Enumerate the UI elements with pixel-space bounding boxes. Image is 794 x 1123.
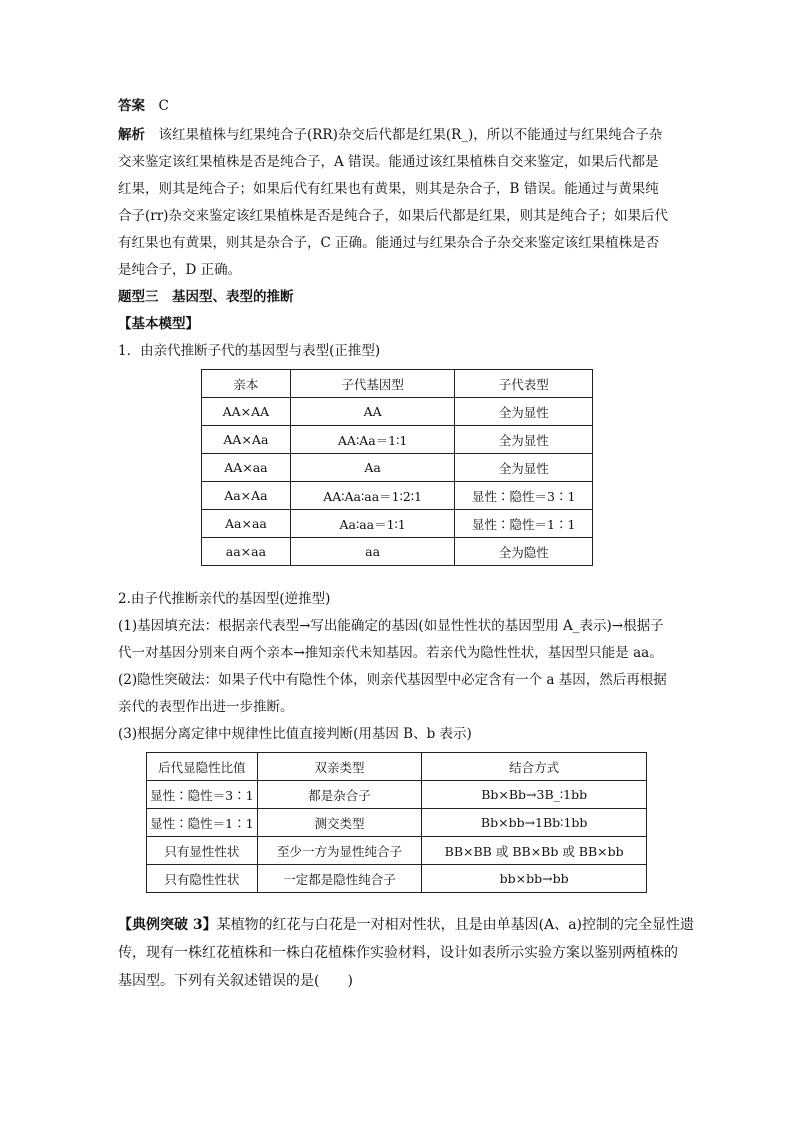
- table-cell: Aa: [290, 454, 455, 482]
- table-header: 后代显隐性比值: [147, 753, 258, 781]
- table-cell: 都是杂合子: [257, 781, 422, 809]
- table-cell: 测交类型: [257, 809, 422, 837]
- analysis-text: 该红果植株与红果纯合子(RR)杂交后代都是红果(R_)，所以不能通过与红果纯合子杂: [158, 127, 663, 143]
- table-row: [202, 398, 593, 426]
- table-row: [147, 837, 647, 865]
- table-header: 子代基因型: [290, 370, 455, 398]
- table-cell: AA∶Aa∶aa＝1∶2∶1: [290, 482, 455, 510]
- table-cell: Aa×Aa: [202, 482, 291, 510]
- method3-line: (3)根据分离定律中规律性比值直接判断(用基因 B、b 表示): [118, 726, 472, 742]
- table-cell: 显性∶隐性＝3∶1: [147, 781, 258, 809]
- analysis-line-2: 交来鉴定该红果植株是否是纯合子，A 错误。能通过该红果植株自交来鉴定，如果后代都是: [118, 154, 659, 170]
- table-header: 结合方式: [422, 753, 647, 781]
- table-cell: Bb×bb→1Bb∶1bb: [422, 809, 647, 837]
- table-cell: aa×aa: [202, 538, 291, 566]
- table-cell: AA×AA: [202, 398, 291, 426]
- analysis-line-1: [118, 126, 662, 144]
- analysis-label: 解析: [118, 127, 145, 143]
- basic-model-heading: 【基本模型】: [118, 316, 199, 332]
- example-line-2: 传，现有一株红花植株和一株白花植株作实验材料，设计如表所示实验方案以鉴别两植株的: [118, 945, 678, 961]
- table-cell: 全为显性: [455, 426, 593, 454]
- analysis-line-5: 有红果也有黄果，则其是杂合子，C 正确。能通过与红果杂合子杂交来鉴定该红果植株是否: [118, 235, 660, 251]
- answer-line: [118, 97, 169, 115]
- part1-title: 1．由亲代推断子代的基因型与表型(正推型): [118, 343, 381, 359]
- table-cell: AA×aa: [202, 454, 291, 482]
- analysis-line-6: 是纯合子，D 正确。: [118, 262, 242, 278]
- table-cell: 一定都是隐性纯合子: [257, 865, 422, 893]
- example-text: 某植物的红花与白花是一对相对性状，且是由单基因(A、a)控制的完全显性遗: [216, 917, 695, 933]
- ratio-inference-table: [146, 752, 647, 893]
- table-row: [202, 426, 593, 454]
- table-cell: Aa×aa: [202, 510, 291, 538]
- answer-label: 答案: [118, 98, 145, 114]
- table-header: 亲本: [202, 370, 291, 398]
- table-row: [147, 865, 647, 893]
- table-header-row: [202, 370, 593, 398]
- table-cell: bb×bb→bb: [422, 865, 647, 893]
- table-cell: 全为显性: [455, 454, 593, 482]
- forward-inference-table: [201, 369, 593, 566]
- table-cell: 显性∶隐性＝3∶1: [455, 482, 593, 510]
- table-cell: AA×Aa: [202, 426, 291, 454]
- table-cell: 只有隐性性状: [147, 865, 258, 893]
- part2-title: 2.由子代推断亲代的基因型(逆推型): [118, 591, 331, 607]
- table-header: 双亲类型: [257, 753, 422, 781]
- table-cell: aa: [290, 538, 455, 566]
- section-title: 题型三 基因型、表型的推断: [118, 289, 294, 305]
- table-header-row: [147, 753, 647, 781]
- table-row: [202, 482, 593, 510]
- table-cell: 全为显性: [455, 398, 593, 426]
- method2-line-1: (2)隐性突破法：如果子代中有隐性个体，则亲代基因型中必定含有一个 a 基因，然后再根据: [118, 672, 667, 688]
- table-cell: 全为隐性: [455, 538, 593, 566]
- table-cell: Aa∶aa＝1∶1: [290, 510, 455, 538]
- table-row: [147, 809, 647, 837]
- method1-line-2: 代一对基因分别来自两个亲本→推知亲代未知基因。若亲代为隐性性状，基因型只能是 aa。: [118, 645, 663, 661]
- table-cell: BB×BB 或 BB×Bb 或 BB×bb: [422, 837, 647, 865]
- example-line-1: [118, 916, 694, 934]
- table-cell: 至少一方为显性纯合子: [257, 837, 422, 865]
- method2-line-2: 亲代的表型作出进一步推断。: [118, 699, 294, 715]
- table-cell: 只有显性性状: [147, 837, 258, 865]
- table-cell: 显性∶隐性＝1∶1: [147, 809, 258, 837]
- table-cell: Bb×Bb→3B_∶1bb: [422, 781, 647, 809]
- analysis-line-4: 合子(rr)杂交来鉴定该红果植株是否是纯合子，如果后代都是红果，则其是纯合子；如果后代: [118, 208, 668, 224]
- table-header: 子代表型: [455, 370, 593, 398]
- table-cell: AA: [290, 398, 455, 426]
- table-cell: 显性∶隐性＝1∶1: [455, 510, 593, 538]
- table-row: [147, 781, 647, 809]
- analysis-line-3: 红果，则其是纯合子；如果后代有红果也有黄果，则其是杂合子，B 错误。能通过与黄果纯: [118, 181, 659, 197]
- method1-line-1: (1)基因填充法：根据亲代表型→写出能确定的基因(如显性性状的基因型用 A_表示)→根据子: [118, 618, 664, 634]
- example-label: 【典例突破 3】: [118, 917, 217, 933]
- table-row: [202, 510, 593, 538]
- answer-value: C: [158, 98, 169, 114]
- table-cell: AA∶Aa＝1∶1: [290, 426, 455, 454]
- table-row: [202, 454, 593, 482]
- table-row: [202, 538, 593, 566]
- example-line-3: 基因型。下列有关叙述错误的是( ): [118, 973, 353, 989]
